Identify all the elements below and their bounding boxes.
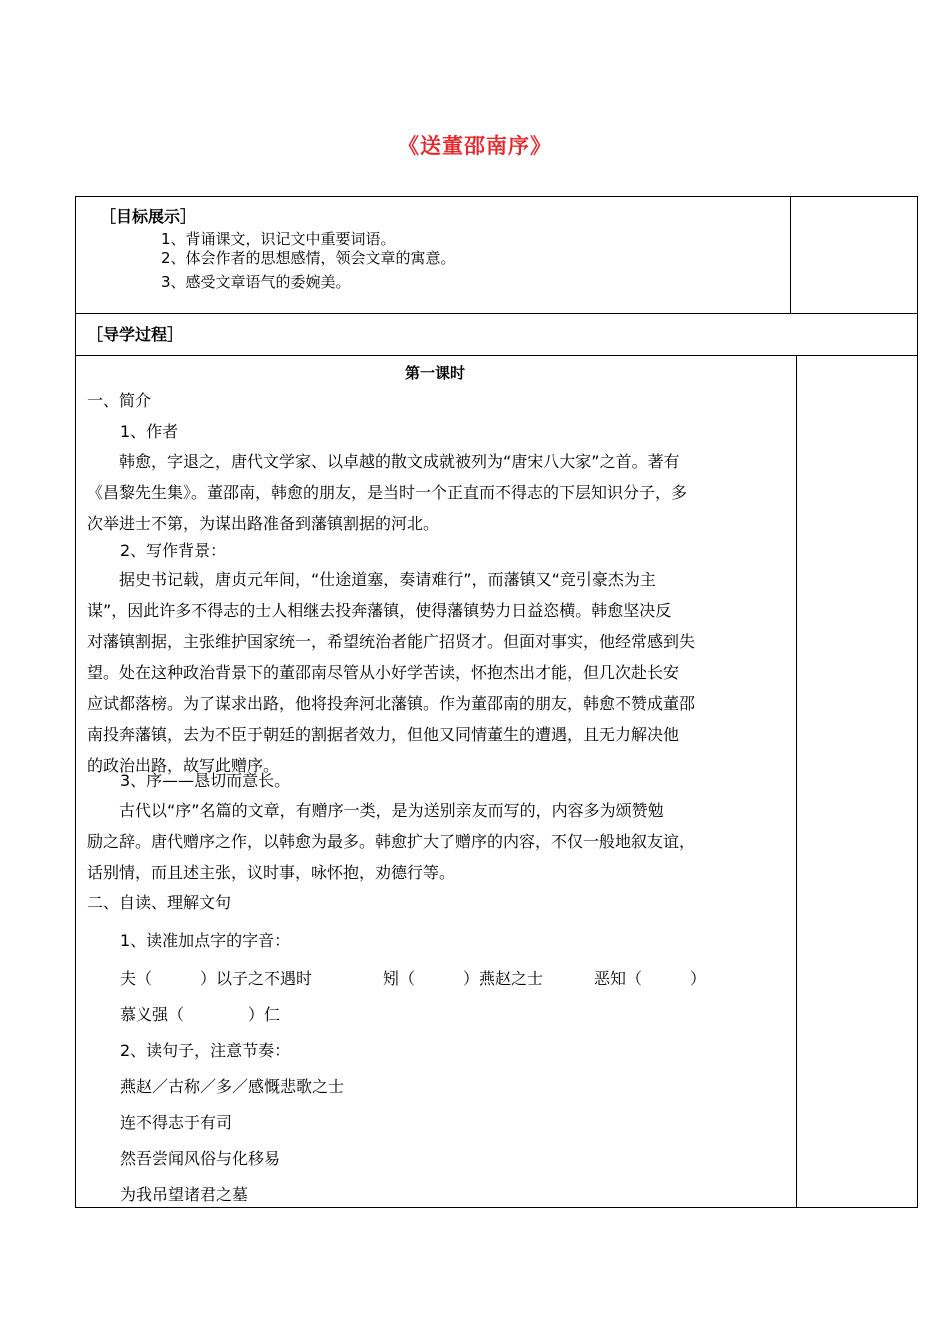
text-line: 励之辞。唐代赠序之作，以韩愈为最多。韩愈扩大了赠序的内容，不仅一般地叙友谊， [87,832,696,851]
preface-paragraph [87,795,790,888]
section-heading: 二、自读、理解文句 [87,893,232,912]
subheading-rhythm: 2、读句子，注意节奏： [120,1041,291,1060]
rhythm-sentence: 连不得志于有司 [120,1113,233,1132]
objectives-label: ［目标展示］ [100,207,197,226]
text-line: 的政治出路，故写此赠序。 [87,756,280,775]
column-divider [796,355,797,1208]
text-line: 应试都落榜。为了谋求出路，他将投奔河北藩镇。作为董邵南的朋友，韩愈不赞成董邵 [87,694,696,713]
text-line: 次举进士不第，为谋出路准备到藩镇割据的河北。 [87,514,440,533]
text-line: 韩愈，字退之，唐代文学家、以卓越的散文成就被列为“唐宋八大家”之首。著有 [119,452,680,471]
pronunciation-item: 慕义强（ ）仁 [120,1005,281,1024]
background-paragraph [87,564,790,781]
process-label: ［导学过程］ [87,325,184,344]
text-line: 望。处在这种政治背景下的董邵南尽管从小好学苦读，怀抱杰出才能，但几次赴长安 [87,663,680,682]
rhythm-sentence: 为我吊望诸君之墓 [120,1185,249,1204]
page-title: 《送董邵南序》 [398,134,552,158]
lesson-title: 第一课时 [404,364,465,382]
pronunciation-item: 夫（ ）以子之不遇时 [120,969,313,988]
text-line: 对藩镇割据，主张维护国家统一，希望统治者能广招贤才。但面对事实，他经常感到失 [87,632,696,651]
subheading-preface: 3、序——恳切而意长。 [120,771,291,790]
text-line: 《昌黎先生集》。董邵南，韩愈的朋友，是当时一个正直而不得志的下层知识分子，多 [87,483,688,502]
text-line: 古代以“序”名篇的文章，有赠序一类，是为送别亲友而写的，内容多为颂赞勉 [119,801,664,820]
rhythm-sentence: 燕赵／古称／多／感慨悲歌之士 [120,1077,345,1096]
rhythm-sentence: 然吾尝闻风俗与化移易 [120,1149,281,1168]
section-heading: 一、简介 [87,391,152,410]
text-line: 据史书记载，唐贞元年间，“仕途道塞，奏请难行”，而藩镇又“竞引豪杰为主 [119,570,656,589]
subheading-pronunciation: 1、读准加点字的字音： [120,931,291,950]
pronunciation-item: 恶知（ ） [594,969,707,988]
objective-item: 2、体会作者的思想感情，领会文章的寓意。 [161,249,456,267]
process-section [75,313,918,356]
text-line: 话别情，而且述主张，议时事，咏怀抱，劝德行等。 [87,863,456,882]
subheading-author: 1、作者 [120,422,179,441]
subheading-background: 2、写作背景： [120,541,227,560]
text-line: 南投奔藩镇，去为不臣于朝廷的割据者效力，但他又同情董生的遭遇，且无力解决他 [87,725,680,744]
objective-item: 1、背诵课文，识记文中重要词语。 [161,230,396,248]
author-paragraph [87,446,790,539]
text-line: 谋”，因此许多不得志的士人相继去投奔藩镇，使得藩镇势力日益恣横。韩愈坚决反 [87,601,672,620]
column-divider [790,196,791,314]
pronunciation-item: 矧（ ）燕赵之士 [383,969,544,988]
objective-item: 3、感受文章语气的委婉美。 [161,273,351,291]
